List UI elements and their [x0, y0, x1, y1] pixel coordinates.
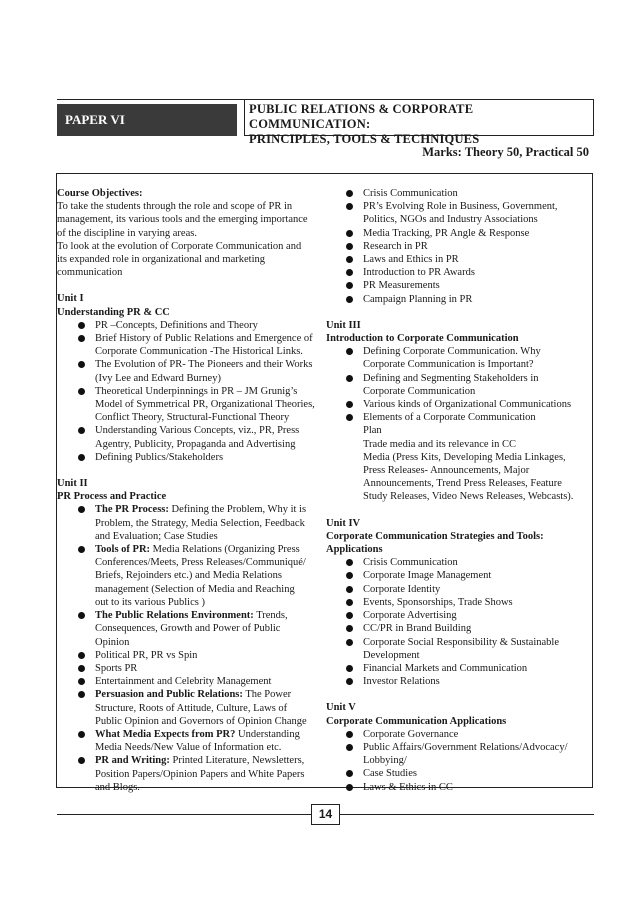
list-item-line: Crisis Communication	[363, 557, 458, 569]
list-item-lead: What Media Expects from PR?	[95, 728, 236, 740]
list-item-text: The Power	[242, 689, 292, 701]
list-item	[326, 662, 594, 675]
unit-5-list	[326, 728, 594, 794]
list-item-line	[95, 609, 327, 622]
list-item-line: and Evaluation; Case Studies	[95, 530, 218, 542]
list-item-line: Investor Relations	[363, 676, 440, 688]
unit-4-list	[326, 556, 594, 688]
unit-2-continued-list	[326, 187, 594, 306]
list-item-text: Printed Literature, Newsletters,	[169, 755, 305, 767]
list-item	[326, 781, 594, 794]
list-item-line	[95, 728, 327, 741]
list-item-line: Case Studies	[363, 768, 417, 780]
list-item-line: Lobbying/	[363, 755, 407, 767]
list-item-line: Trade media and its relevance in CC	[363, 438, 516, 450]
list-item	[326, 596, 594, 609]
list-item-line: Corporate Image Management	[363, 570, 492, 582]
list-item	[57, 649, 327, 662]
list-item	[57, 728, 327, 754]
objectives-line: of the discipline in varying areas.	[57, 227, 197, 239]
unit-5-title: Corporate Communication Applications	[326, 715, 507, 727]
list-item-line: Corporate Advertising	[363, 610, 457, 622]
objectives-line: To take the students through the role and scope of PR in	[57, 201, 293, 213]
list-item	[326, 728, 594, 741]
list-item	[57, 754, 327, 794]
paper-label: PAPER VI	[57, 104, 237, 136]
unit-1-title: Understanding PR & CC	[57, 306, 170, 318]
list-item-lead: Persuasion and Public Relations:	[95, 689, 243, 701]
list-item	[326, 253, 594, 266]
list-item-line: Corporate Identity	[363, 583, 441, 595]
list-item-lead: Tools of PR:	[95, 544, 151, 556]
marks-text: Marks: Theory 50, Practical 50	[422, 145, 589, 159]
list-item-line	[95, 543, 327, 556]
list-item-line: and Blogs.	[95, 781, 140, 793]
list-item-line: Public Affairs/Government Relations/Advocacy/	[363, 741, 568, 753]
list-item-line: PR –Concepts, Definitions and Theory	[95, 319, 258, 331]
list-item-lead: PR and Writing:	[95, 755, 170, 767]
paper-title	[244, 100, 594, 146]
list-item-line: Consequences, Growth and Power of Public	[95, 623, 281, 635]
objectives-line: its expanded role in organizational and marketing	[57, 254, 265, 266]
list-item	[57, 358, 327, 384]
list-item-line: Development	[363, 649, 420, 661]
paper-title-line-1: PUBLIC RELATIONS & CORPORATE COMMUNICATION:	[249, 102, 474, 131]
list-item-line	[95, 754, 327, 767]
list-item	[326, 556, 594, 569]
list-item-line: Corporate Communication	[363, 385, 476, 397]
unit-2-heading: Unit II	[57, 478, 88, 490]
footer-rule-left	[57, 814, 311, 815]
unit-3-heading: Unit III	[326, 319, 361, 331]
list-item-text: Media Relations (Organizing Press	[150, 544, 300, 556]
list-item-line: Brief History of Public Relations and Emergence of	[95, 333, 313, 345]
list-item	[326, 609, 594, 622]
list-item-line: PR’s Evolving Role in Business, Government,	[363, 201, 558, 213]
list-item-line: Corporate Communication -The Historical Links.	[95, 346, 303, 358]
list-item	[326, 398, 594, 411]
list-item	[326, 583, 594, 596]
list-item-line: PR Measurements	[363, 280, 440, 292]
list-item-line: Defining Publics/Stakeholders	[95, 451, 224, 463]
list-item-line: Problem, the Strategy, Media Selection, Feedback	[95, 517, 305, 529]
list-item	[326, 767, 594, 780]
unit-4-heading: Unit IV	[326, 517, 361, 529]
list-item-line: Politics, NGOs and Industry Associations	[363, 214, 538, 226]
list-item-line: Defining Corporate Communication. Why	[363, 346, 541, 358]
list-item-line: CC/PR in Brand Building	[363, 623, 472, 635]
list-item	[57, 662, 327, 675]
list-item	[326, 293, 594, 306]
list-item-line: Conflict Theory, Structural-Functional Theory	[95, 412, 290, 424]
list-item-line: Media Tracking, PR Angle & Response	[363, 227, 530, 239]
unit-2-list	[57, 503, 327, 793]
list-item-line: Press Releases- Announcements, Major	[363, 465, 530, 477]
list-item-line: Model of Symmetrical PR, Organizational Theories,	[95, 399, 315, 411]
list-item-text: Defining the Problem, Why it is	[168, 504, 307, 516]
list-item	[326, 675, 594, 688]
unit-2-title: PR Process and Practice	[57, 491, 167, 503]
objectives-text	[57, 200, 327, 279]
list-item-line: Crisis Communication	[363, 188, 458, 199]
list-item-line: Events, Sponsorships, Trade Shows	[363, 596, 513, 608]
list-item-line: management (Selection of Media and Reaching	[95, 583, 295, 595]
list-item	[57, 543, 327, 609]
list-item-line: Research in PR	[363, 240, 428, 252]
objectives-line: management, its various tools and the emerging importance	[57, 214, 308, 226]
list-item	[326, 279, 594, 292]
list-item	[57, 503, 327, 543]
list-item	[57, 609, 327, 649]
list-item	[57, 424, 327, 450]
list-item	[57, 332, 327, 358]
list-item-line: Introduction to PR Awards	[363, 267, 475, 279]
list-item-line: Plan	[363, 425, 382, 437]
unit-3-title: Introduction to Corporate Communication	[326, 333, 519, 345]
list-item	[326, 266, 594, 279]
list-item	[57, 675, 327, 688]
unit-4-title-line-2: Applications	[326, 544, 383, 556]
objectives-line: To look at the evolution of Corporate Communication and	[57, 240, 302, 252]
list-item	[326, 345, 594, 371]
list-item-line: Corporate Social Responsibility & Sustainable	[363, 636, 559, 648]
list-item-line: Defining and Segmenting Stakeholders in	[363, 372, 539, 384]
list-item-line: Political PR, PR vs Spin	[95, 649, 198, 661]
left-column	[57, 187, 327, 794]
list-item-lead: The Public Relations Environment:	[95, 610, 254, 622]
list-item-line: (Ivy Lee and Edward Burney)	[95, 372, 221, 384]
list-item	[326, 411, 594, 503]
list-item-line: Campaign Planning in PR	[363, 293, 473, 305]
list-item-line: Briefs, Rejoinders etc.) and Media Relations	[95, 570, 282, 582]
list-item	[326, 741, 594, 767]
list-item-text: Understanding	[235, 728, 300, 740]
objectives-heading: Course Objectives:	[57, 188, 143, 199]
list-item	[326, 227, 594, 240]
list-item-line: Agentry, Publicity, Propaganda and Advertising	[95, 438, 296, 450]
list-item	[57, 385, 327, 425]
list-item	[326, 200, 594, 226]
list-item	[57, 319, 327, 332]
list-item-line: Opinion	[95, 636, 130, 648]
list-item-lead: The PR Process:	[95, 504, 169, 516]
right-column	[326, 187, 594, 794]
list-item-line: Structure, Roots of Attitude, Culture, Laws of	[95, 702, 288, 714]
list-item	[57, 688, 327, 728]
list-item-text: Trends,	[253, 610, 288, 622]
list-item-line: Media (Press Kits, Developing Media Linkages,	[363, 451, 566, 463]
list-item-line: Elements of a Corporate Communication	[363, 412, 536, 424]
list-item	[326, 622, 594, 635]
list-item-line: Announcements, Trend Press Releases, Feature	[363, 478, 562, 490]
objectives-line: communication	[57, 267, 123, 279]
list-item-line: The Evolution of PR- The Pioneers and their Works	[95, 359, 313, 371]
paper-title-line-2: PRINCIPLES, TOOLS & TECHNIQUES	[249, 132, 480, 146]
list-item-line: Financial Markets and Communication	[363, 662, 528, 674]
list-item	[57, 451, 327, 464]
list-item-line: Public Opinion and Governors of Opinion Change	[95, 715, 307, 727]
list-item-line: out to its various Publics )	[95, 596, 205, 608]
list-item-line: Position Papers/Opinion Papers and White Papers	[95, 768, 305, 780]
unit-1-list	[57, 319, 327, 464]
list-item	[326, 240, 594, 253]
list-item-line: Theoretical Underpinnings in PR – JM Grunig’s	[95, 385, 298, 397]
list-item-line: Sports PR	[95, 662, 138, 674]
unit-4-title-line-1: Corporate Communication Strategies and Tools:	[326, 530, 544, 542]
list-item	[326, 187, 594, 200]
list-item-line: Understanding Various Concepts, viz., PR, Press	[95, 425, 300, 437]
list-item-line: Laws and Ethics in PR	[363, 254, 459, 266]
list-item-line: Laws & Ethics in CC	[363, 781, 453, 793]
list-item	[326, 372, 594, 398]
unit-5-heading: Unit V	[326, 702, 356, 714]
list-item-line	[95, 503, 327, 516]
list-item-line: Corporate Communication is Important?	[363, 359, 534, 371]
page-number: 14	[311, 804, 340, 825]
unit-1-heading: Unit I	[57, 293, 84, 305]
list-item	[326, 569, 594, 582]
list-item	[326, 636, 594, 662]
list-item-line: Conferences/Meets, Press Releases/Communiqué/	[95, 557, 306, 569]
list-item-line: Study Releases, Video News Releases, Webcasts).	[363, 491, 574, 503]
list-item-line	[95, 688, 327, 701]
list-item-line: Corporate Governance	[363, 728, 459, 740]
list-item-line: Entertainment and Celebrity Management	[95, 676, 272, 688]
footer-rule-right	[340, 814, 594, 815]
unit-3-list	[326, 345, 594, 503]
list-item-line: Media Needs/New Value of Information etc.	[95, 742, 282, 754]
list-item-line: Various kinds of Organizational Communications	[363, 399, 572, 411]
